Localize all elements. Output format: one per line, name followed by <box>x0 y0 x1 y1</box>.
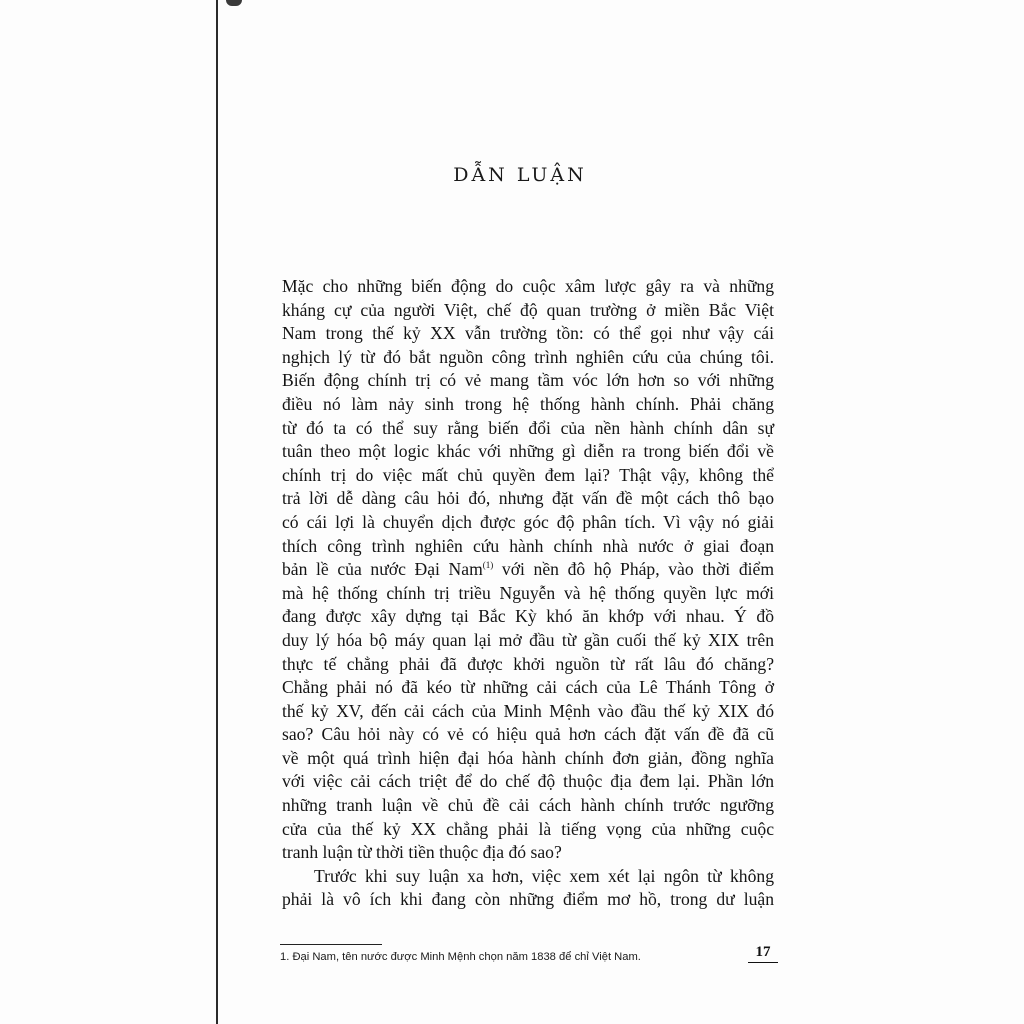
text-line: phải là vô ích khi đang còn những điểm mơ hồ, trong dư luận <box>282 889 774 910</box>
text-line-with-footnote <box>282 558 774 582</box>
text-line: tuân theo một logic khác với những gì diễn ra trong biến đổi về <box>282 441 774 462</box>
text-line: kháng cự của người Việt, chế độ quan trường ở miền Bắc Việt <box>282 299 774 320</box>
footnote-marker[interactable]: (1) <box>482 560 494 571</box>
page-number: 17 <box>748 944 778 963</box>
text-line: Biến động chính trị có vẻ mang tầm vóc lớn hơn so với những <box>282 370 774 391</box>
text-line: thích công trình nghiên cứu hành chính nhà nước ở giai đoạn <box>282 535 774 556</box>
text-line: từ đó ta có thể suy rằng biến đổi của nền hành chính dân sự <box>282 417 774 438</box>
text-line: duy lý hóa bộ máy quan lại mở đầu từ gần cuối thế kỷ XIX trên <box>282 629 774 650</box>
text-line: có cái lợi là chuyển dịch được góc độ phân tích. Vì vậy nó giải <box>282 511 774 532</box>
text-segment: bản lề của nước Đại Nam <box>282 559 483 580</box>
text-line: với việc cải cách triệt để do chế độ thuộc địa đem lại. Phần lớn <box>282 771 774 792</box>
text-line: tranh luận từ thời tiền thuộc địa đó sao? <box>282 842 562 863</box>
text-line: Nam trong thế kỷ XX vẫn trường tồn: có thể gọi như vậy cái <box>282 323 774 344</box>
text-segment: với nền đô hộ Pháp, vào thời điểm <box>493 559 774 580</box>
text-line: về một quá trình hiện đại hóa hành chính đơn giản, đồng nghĩa <box>282 747 774 768</box>
text-line: trả lời dễ dàng câu hỏi đó, nhưng đặt vấn đề một cách thô bạo <box>282 488 774 509</box>
text-line: đang được xây dựng tại Bắc Kỳ khó ăn khớp với nhau. Ý đồ <box>282 606 774 627</box>
page-edge-shadow <box>216 0 218 1024</box>
body-text <box>282 275 774 912</box>
text-line: nghịch lý từ đó bắt nguồn công trình nghiên cứu của chúng tôi. <box>282 346 774 367</box>
text-line: sao? Câu hỏi này có vẻ có hiệu quả hơn cách đặt vấn đề đã cũ <box>282 724 774 745</box>
text-line: những tranh luận về chủ đề cải cách hành chính trước ngưỡng <box>282 795 774 816</box>
text-line: Trước khi suy luận xa hơn, việc xem xét lại ngôn từ không <box>314 865 774 886</box>
text-line: Chẳng phải nó đã kéo từ những cải cách của Lê Thánh Tông ở <box>282 677 774 698</box>
text-line: thế kỷ XV, đến cải cách của Minh Mệnh vào đầu thế kỷ XIX đó <box>282 700 774 721</box>
footnote-divider <box>280 944 382 945</box>
scan-smudge <box>226 0 242 6</box>
text-line: thực tế chẳng phải đã được khởi nguồn từ rất lâu đó chăng? <box>282 653 774 674</box>
text-line: mà hệ thống chính trị triều Nguyễn và hệ thống quyền lực mới <box>282 582 774 603</box>
text-line: điều nó làm nảy sinh trong hệ thống hành chính. Phải chăng <box>282 393 774 414</box>
text-line: cửa của thế kỷ XX chẳng phải là tiếng vọng của những cuộc <box>282 818 774 839</box>
chapter-title: DẪN LUẬN <box>453 164 587 186</box>
text-line: Mặc cho những biến động do cuộc xâm lược gây ra và những <box>282 276 774 296</box>
footnote: 1. Đại Nam, tên nước được Minh Mệnh chọn năm 1838 để chỉ Việt Nam. <box>280 951 641 963</box>
text-line: chính trị do việc mất chủ quyền đem lại? Thật vậy, không thể <box>282 464 774 485</box>
